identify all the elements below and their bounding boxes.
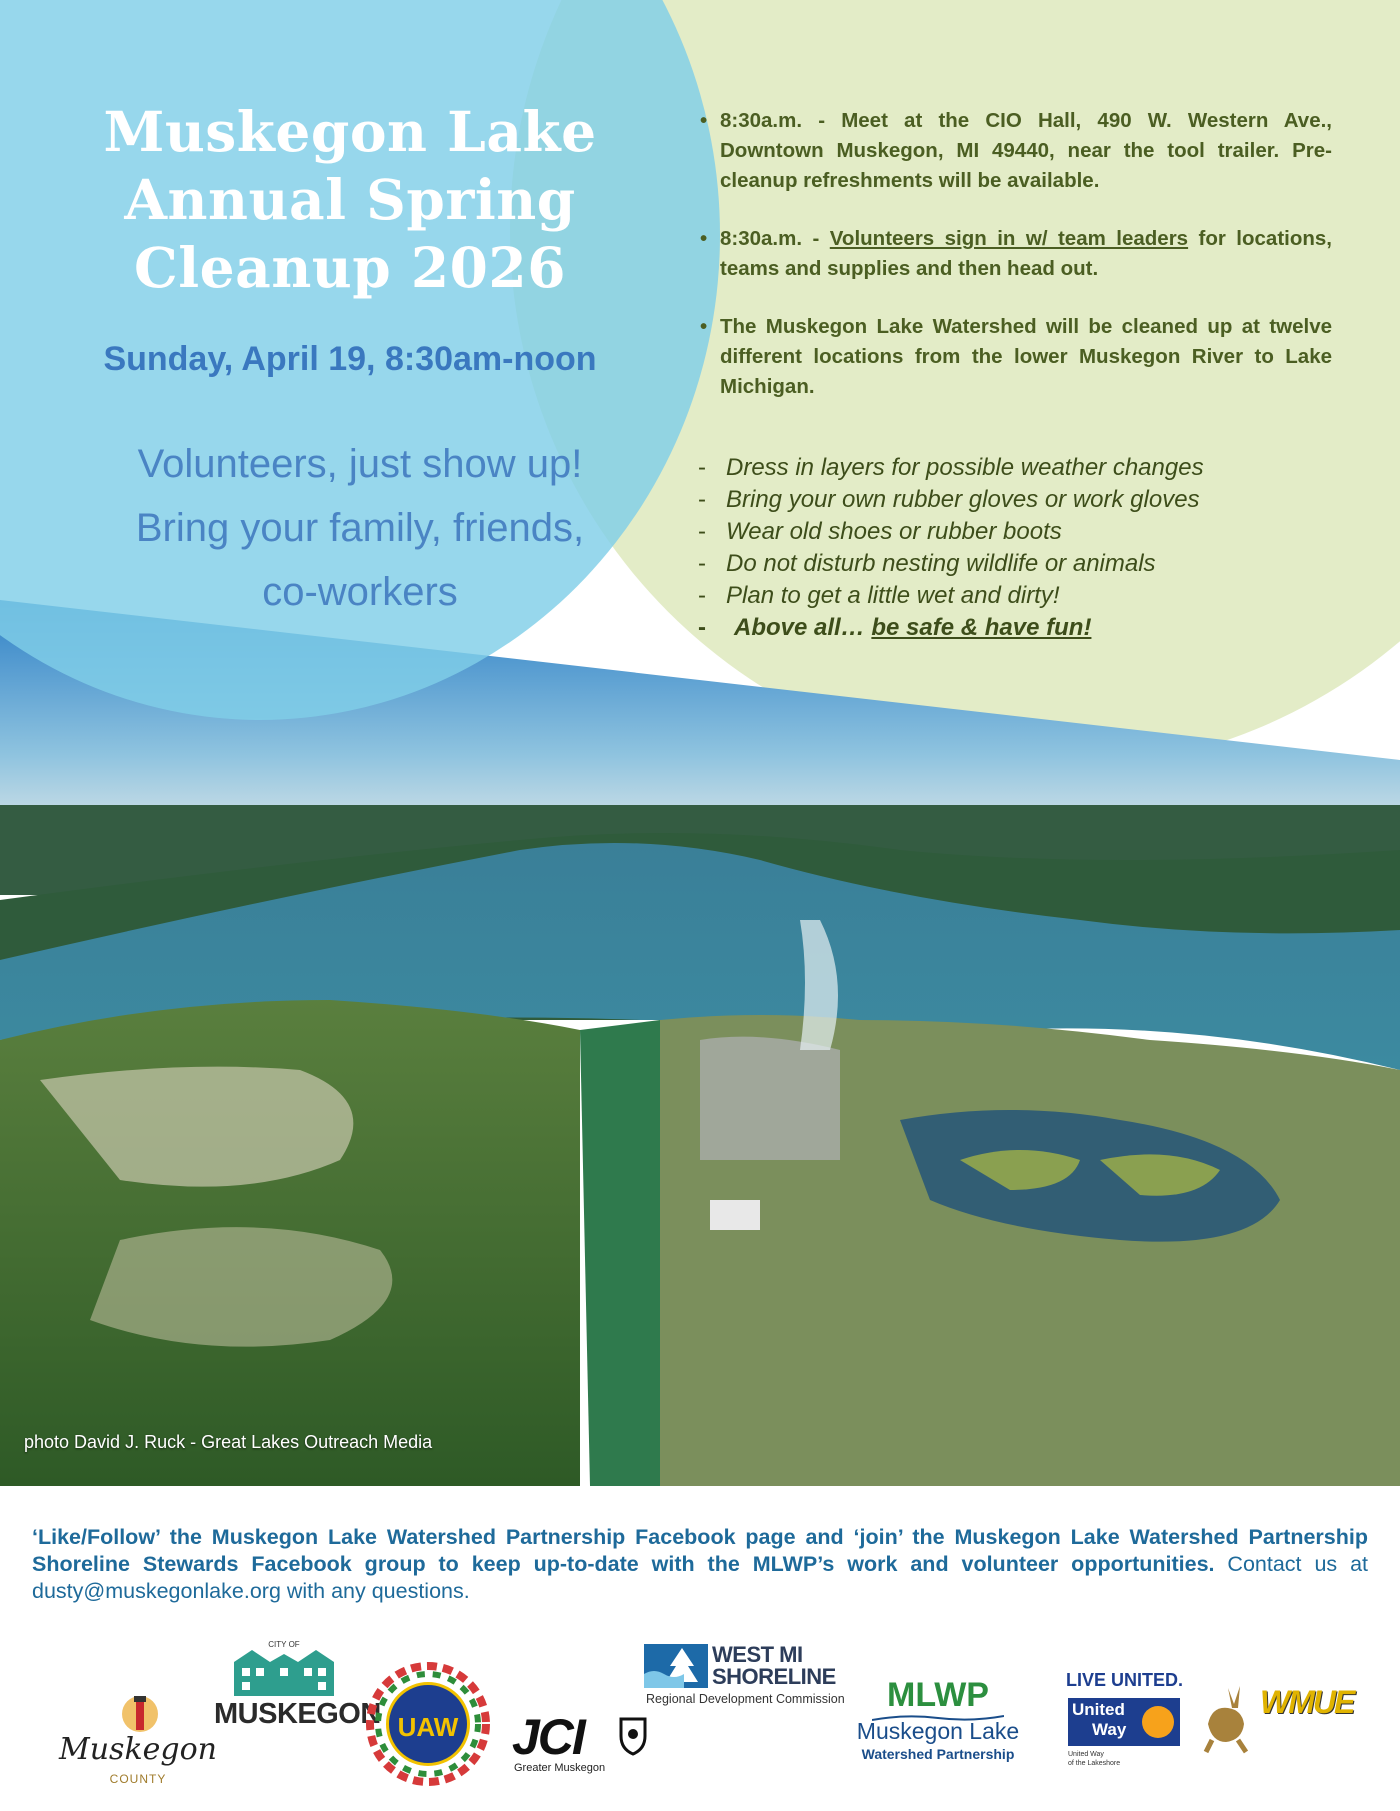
- city-of-muskegon-logo: [214, 1640, 381, 1750]
- tips-list: [698, 452, 1338, 644]
- schedule-item: [700, 224, 1332, 284]
- volunteer-line: Volunteers, just show up!: [137, 442, 583, 486]
- muskegon-county-sub: COUNTY: [109, 1772, 167, 1786]
- mlwp-sub: Watershed Partnership: [861, 1746, 1015, 1762]
- volunteer-line: Bring your family, friends,: [135, 506, 585, 550]
- muskegon-county-logo: [58, 1690, 218, 1790]
- volunteer-line: co-workers: [262, 570, 458, 614]
- tip-item: [698, 484, 1338, 516]
- west-mi-shoreline-sub: Regional Development Commission: [646, 1692, 845, 1706]
- bullet-icon: •: [700, 227, 708, 250]
- united-way-box: [1068, 1698, 1180, 1746]
- jci-sub: Greater Muskegon: [514, 1762, 606, 1774]
- dash-icon: -: [698, 550, 706, 577]
- tip-item: [698, 452, 1338, 484]
- tip-item: [698, 516, 1338, 548]
- lighthouse-icon: [120, 1690, 160, 1738]
- signin-underlined-text: Volunteers sign in w/ team leaders: [829, 227, 1189, 250]
- contact-text: Contact us at dusty@muskegonlake.org with any questions.: [32, 1552, 1369, 1603]
- schedule-locations-text: The Muskegon Lake Watershed will be cleaned up at twelve different locations from the lower Muskegon River to Lake Michigan.: [720, 315, 1332, 398]
- city-skyline-icon: [232, 1648, 336, 1698]
- tip-item: [698, 580, 1338, 612]
- title-line: Annual Spring: [124, 167, 576, 232]
- event-title: [30, 98, 670, 302]
- dash-icon: -: [698, 614, 706, 641]
- tip-text: Do not disturb nesting wildlife or animals: [726, 550, 1156, 577]
- social-media-bold-text: ‘Like/Follow’ the Muskegon Lake Watershed Partnership Facebook page and ‘join’ the Muskegon Lake Watershed Partnership Shoreline Stewards Facebook group to keep up-to-date with the MLWP’s work and volunteer opportunities.: [32, 1525, 1368, 1576]
- photo-credit: photo David J. Ruck - Great Lakes Outreach Media: [24, 1432, 433, 1452]
- dash-icon: -: [698, 582, 706, 609]
- schedule-list: [700, 106, 1332, 430]
- mlwp-name: Muskegon Lake: [856, 1718, 1020, 1744]
- dash-icon: -: [698, 518, 706, 545]
- mlwp-abbr: MLWP: [887, 1676, 989, 1714]
- schedule-meet-text: 8:30a.m. - Meet at the CIO Hall, 490 W. Western Ave., Downtown Muskegon, MI 49440, near the tool trailer. Pre-cleanup refreshments will be available.: [720, 109, 1332, 192]
- united-way-word2: Way: [1092, 1720, 1127, 1739]
- jci-logo: [512, 1708, 652, 1778]
- event-date: Sunday, April 19, 8:30am-noon: [103, 340, 597, 378]
- united-way-sub: United Way of the Lakeshore: [1068, 1751, 1121, 1767]
- united-way-logo: [1064, 1670, 1184, 1778]
- schedule-item: [700, 106, 1332, 196]
- volunteer-callout: [40, 432, 680, 624]
- wmue-name: WMUE: [1260, 1684, 1354, 1720]
- bullet-icon: •: [700, 315, 708, 338]
- schedule-signin-suffix: for locations, teams and supplies and then head out.: [720, 227, 1332, 280]
- dash-icon: -: [698, 454, 706, 481]
- mlwp-logo: [848, 1676, 1028, 1776]
- social-media-note: [32, 1524, 1368, 1605]
- live-united-label: LIVE UNITED.: [1066, 1670, 1184, 1690]
- hand-rainbow-icon: [1142, 1706, 1174, 1738]
- tip-text: Dress in layers for possible weather changes: [726, 454, 1204, 481]
- west-mi-shoreline-logo: [644, 1642, 856, 1712]
- tip-item-final: [698, 612, 1338, 644]
- schedule-item: [700, 312, 1332, 402]
- jackalope-icon: [1198, 1684, 1262, 1754]
- west-mi-shoreline-line1: WEST MI: [712, 1642, 803, 1667]
- dash-icon: -: [698, 486, 706, 513]
- tip-text: Bring your own rubber gloves or work gloves: [726, 486, 1200, 513]
- title-line: Muskegon Lake: [103, 99, 597, 164]
- bullet-icon: •: [700, 109, 708, 132]
- tip-final-emphasis: be safe & have fun!: [871, 614, 1092, 641]
- city-of-muskegon-name: MUSKEGON: [214, 1698, 381, 1730]
- city-of-label: CITY OF: [268, 1640, 300, 1649]
- tip-final-prefix: Above all…: [734, 614, 872, 641]
- title-line: Cleanup 2026: [134, 235, 566, 300]
- tip-text: Plan to get a little wet and dirty!: [726, 582, 1060, 609]
- muskegon-county-script: Muskegon: [59, 1732, 217, 1767]
- uaw-badge: UAW: [386, 1682, 470, 1766]
- shield-icon: [618, 1716, 648, 1756]
- tip-item: [698, 548, 1338, 580]
- tip-text: Wear old shoes or rubber boots: [726, 518, 1062, 545]
- tree-wave-icon: [644, 1644, 708, 1688]
- west-mi-shoreline-line2: SHORELINE: [712, 1664, 836, 1689]
- schedule-signin-prefix: 8:30a.m. -: [720, 227, 830, 250]
- united-way-word1: United: [1072, 1700, 1125, 1719]
- uaw-logo: [364, 1660, 492, 1788]
- wmue-logo: [1198, 1680, 1354, 1760]
- jci-name: JCI: [512, 1709, 584, 1765]
